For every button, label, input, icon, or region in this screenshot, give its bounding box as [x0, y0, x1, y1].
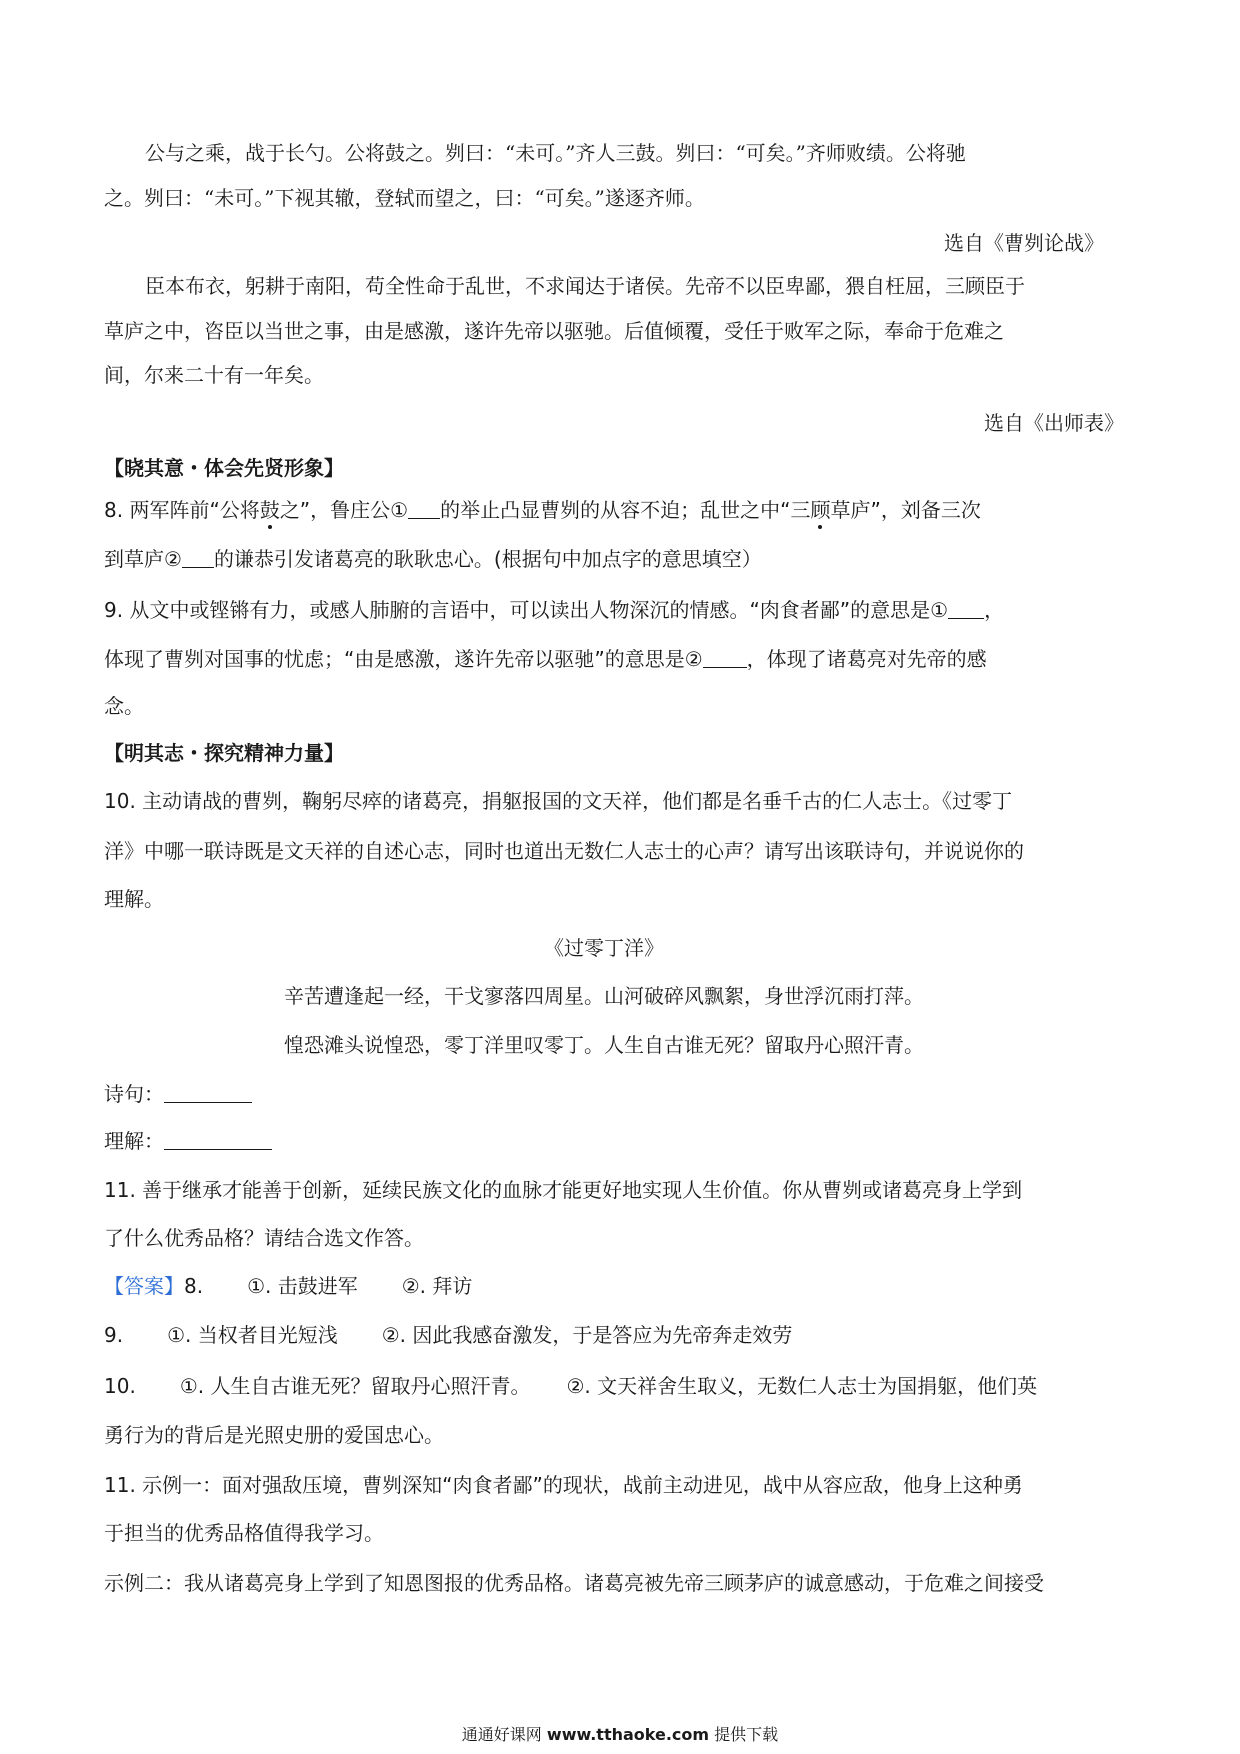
question-10-line2: 洋》中哪一联诗既是文天祥的自述心志，同时也道出无数仁人志士的心声？请写出该联诗句，并说说你的 [104, 839, 1024, 863]
passage-a-line1: 公与之乘，战于长勺。公将鼓之。刿曰：“未可。”齐人三鼓。刿曰：“可矣。”齐师败绩。公将驰 [145, 141, 966, 165]
q9-text-line2b: ， [746, 647, 767, 671]
question-11-line2: 了什么优秀品格？请结合选文作答。 [104, 1226, 424, 1250]
q8-text-a: 8. 两军阵前“公将 [104, 498, 260, 522]
footer-suffix: 提供下载 [714, 1725, 779, 1744]
footer-url[interactable]: www.tthaoke.com [546, 1725, 710, 1744]
fill-blank-4[interactable] [703, 647, 747, 668]
q8-text-c: 的举止凸显曹刿的从容不迫；乱世之中“三 [440, 498, 811, 522]
q9-text-line2a: 体现了曹刿对国事的忧虑；“由是感激，遂许先帝以驱驰”的意思是② [104, 647, 703, 671]
passage-b-source: 选自《出师表》 [984, 411, 1124, 435]
verse-answer-row [104, 1081, 252, 1107]
poem-line-2: 惶恐滩头说惶恐，零丁洋里叹零丁。人生自古谁无死？留取丹心照汗青。 [284, 1033, 924, 1057]
answer-8-part1: ①. 击鼓进军 [247, 1274, 358, 1298]
question-9-line2 [104, 646, 987, 672]
question-10-line1: 10. 主动请战的曹刿，鞠躬尽瘁的诸葛亮，捐躯报国的文天祥，他们都是名垂千古的仁人志士。《过零丁 [104, 789, 1013, 813]
question-8-line1 [104, 497, 981, 523]
section-heading-1: 【晓其意・体会先贤形象】 [104, 456, 344, 480]
section-heading-2: 【明其志・探究精神力量】 [104, 741, 344, 765]
verse-blank[interactable] [164, 1082, 252, 1103]
understanding-blank[interactable] [164, 1129, 272, 1150]
understanding-label: 理解： [104, 1129, 164, 1153]
passage-b-line3: 间，尔来二十有一年矣。 [104, 363, 324, 387]
fill-blank-1[interactable] [408, 498, 440, 519]
q8-text-d: 草庐”，刘备三次 [830, 498, 981, 522]
answer-11-line3: 示例二：我从诸葛亮身上学到了知恩图报的优秀品格。诸葛亮被先帝三顾茅庐的诚意感动，于危难之间接受 [104, 1571, 1044, 1595]
question-8-line2 [104, 546, 762, 572]
page-footer [0, 1725, 1240, 1745]
answer-8-number: 8. [184, 1274, 204, 1298]
emphasis-dot-char: 鼓 [259, 498, 280, 522]
answer-10-part1: ①. 人生自古谁无死？留取丹心照汗青。 [179, 1374, 531, 1398]
poem-title: 《过零丁洋》 [544, 936, 664, 960]
poem-line-1: 辛苦遭逢起一经，干戈寥落四周星。山河破碎风飘絮，身世浮沉雨打萍。 [284, 984, 924, 1008]
answer-11-line2: 于担当的优秀品格值得我学习。 [104, 1521, 384, 1545]
question-9-line1 [104, 597, 1004, 623]
answer-10-number: 10. [104, 1374, 136, 1398]
footer-site-name: 通通好课网 [461, 1725, 542, 1744]
understanding-answer-row [104, 1128, 272, 1154]
answer-10-line2: 勇行为的背后是光照史册的爱国忠心。 [104, 1423, 444, 1447]
passage-a-source: 选自《曹刿论战》 [944, 231, 1104, 255]
q9-text-line1-end: ， [984, 598, 1005, 622]
answer-10-row [104, 1373, 1037, 1399]
question-9-line3: 念。 [104, 694, 144, 718]
answer-8-row [104, 1273, 472, 1299]
question-11-line1: 11. 善于继承才能善于创新，延续民族文化的血脉才能更好地实现人生价值。你从曹刿或诸葛亮身上学到 [104, 1178, 1023, 1202]
verse-label: 诗句： [104, 1082, 164, 1106]
answer-8-part2: ②. 拜访 [401, 1274, 473, 1298]
q8-text-line2b: 的谦恭引发诸葛亮的耿耿忠心。(根据句中加点字的意思填空） [213, 547, 762, 571]
answer-9-row [104, 1322, 792, 1348]
question-10-line3: 理解。 [104, 887, 164, 911]
answer-9-part2: ②. 因此我感奋激发，于是答应为先帝奔走效劳 [381, 1323, 793, 1347]
emphasis-dot-char: 顾 [810, 498, 831, 522]
q9-text-line2c: 体现了诸葛亮对先帝的感 [766, 647, 987, 671]
passage-b-line2: 草庐之中，咨臣以当世之事，由是感激，遂许先帝以驱驰。后值倾覆，受任于败军之际，奉命于危难之 [104, 319, 1004, 343]
q9-text-line1: 9. 从文中或铿锵有力，或感人肺腑的言语中，可以读出人物深沉的情感。“肉食者鄙”的意思是① [104, 598, 949, 622]
answer-10-part2: ②. 文天祥舍生取义，无数仁人志士为国捐躯，他们英 [566, 1374, 1038, 1398]
fill-blank-2[interactable] [182, 547, 214, 568]
answer-9-number: 9. [104, 1323, 124, 1347]
answer-tag: 【答案】 [104, 1274, 184, 1298]
answer-11-line1: 11. 示例一：面对强敌压境，曹刿深知“肉食者鄙”的现状，战前主动进见，战中从容应敌，他身上这种勇 [104, 1473, 1023, 1497]
q8-text-line2a: 到草庐② [104, 547, 182, 571]
answer-9-part1: ①. 当权者目光短浅 [167, 1323, 338, 1347]
passage-b-line1: 臣本布衣，躬耕于南阳，苟全性命于乱世，不求闻达于诸侯。先帝不以臣卑鄙，猥自枉屈，三顾臣于 [145, 274, 1025, 298]
q8-text-b: 之”，鲁庄公① [279, 498, 409, 522]
fill-blank-3[interactable] [948, 598, 984, 619]
passage-a-line2: 之。刿曰：“未可。”下视其辙，登轼而望之，曰：“可矣。”遂逐齐师。 [104, 186, 705, 210]
